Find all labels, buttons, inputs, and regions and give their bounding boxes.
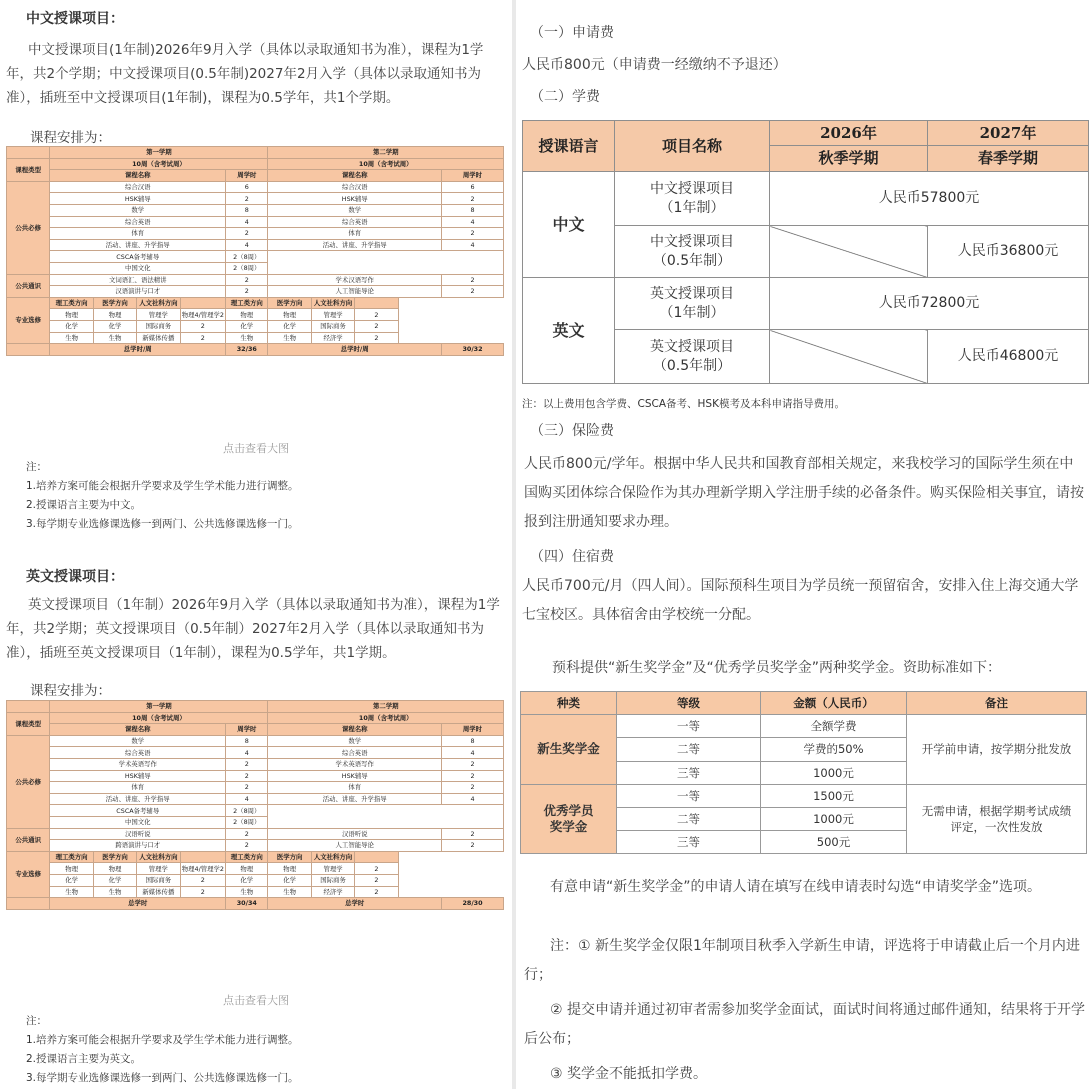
blank-cell	[7, 701, 50, 713]
category-general-education: 公共通识	[7, 828, 50, 851]
excellent-scholarship-line1: 优秀学员	[543, 803, 594, 819]
course-name: 人工智能导论	[268, 840, 442, 852]
blank-cell	[7, 344, 50, 356]
elective-cell: 2	[355, 320, 398, 332]
course-hours: 2	[226, 758, 268, 770]
course-hours: 4	[226, 793, 268, 805]
weekly-hours-header: 周学时	[226, 170, 268, 182]
direction-header: 人文社科方向	[137, 297, 180, 309]
cn-program-title: 中文授课项目：	[26, 11, 124, 27]
scholarship-table	[520, 691, 1087, 854]
direction-header: 医学方向	[93, 851, 136, 863]
program-name-line2: （1年制）	[659, 304, 725, 321]
course-name: 数学	[268, 735, 442, 747]
elective-cell: 国际商务	[137, 320, 180, 332]
course-hours: 2	[442, 758, 504, 770]
course-hours: 4	[442, 793, 504, 805]
course-hours: 8	[442, 204, 504, 216]
program-name-line2: （0.5年制）	[652, 357, 732, 374]
category-major-elective: 专业选修	[7, 297, 50, 343]
elective-cell: 管理学	[311, 863, 354, 875]
program-name-line1: 中文授课项目	[650, 233, 734, 250]
course-name: 活动、讲座、升学指导	[50, 239, 226, 251]
course-name: 综合英语	[50, 747, 226, 759]
left-column	[0, 0, 512, 1089]
scholarship-level: 一等	[617, 715, 761, 738]
course-hours: 4	[442, 216, 504, 228]
elective-cell: 生物	[226, 332, 268, 344]
total-hours-label: 总学时	[268, 898, 442, 910]
course-hours: 2	[226, 782, 268, 794]
blank-cell	[7, 147, 50, 159]
tuition-header-program: 项目名称	[615, 121, 770, 172]
course-name: 综合汉语	[50, 181, 226, 193]
elective-cell: 经济学	[311, 886, 354, 898]
note-line: 注：	[26, 461, 47, 473]
semester-1-header: 第一学期	[50, 701, 268, 713]
scholarship-header-note: 备注	[907, 692, 1087, 715]
course-hours: 2	[226, 274, 268, 286]
scholarship-note-2: ② 提交申请并通过初审者需参加奖学金面试，面试时间将通过邮件通知，结果将于开学后公布；	[524, 1002, 1085, 1047]
excellent-scholarship-note	[907, 784, 1087, 854]
direction-header: 理工类方向	[50, 851, 93, 863]
course-hours: 2	[442, 828, 504, 840]
elective-cell: 化学	[226, 874, 268, 886]
direction-header: 理工类方向	[50, 297, 93, 309]
course-hours: 6	[226, 181, 268, 193]
elective-cell: 新媒体传播	[137, 886, 180, 898]
elective-cell: 物理	[50, 863, 93, 875]
scholarship-level: 三等	[617, 831, 761, 854]
course-name: 体育	[268, 782, 442, 794]
elective-cell: 2	[180, 874, 226, 886]
cn-schedule-label: 课程安排为：	[30, 130, 111, 146]
en-program-title: 英文授课项目：	[26, 569, 124, 585]
elective-cell: 国际商务	[311, 874, 354, 886]
elective-cell: 2	[355, 863, 398, 875]
scholarship-level: 二等	[617, 738, 761, 761]
course-name-header: 课程名称	[50, 724, 226, 736]
elective-cell: 2	[355, 874, 398, 886]
elective-cell: 物理	[226, 863, 268, 875]
course-name: 体育	[50, 228, 226, 240]
elective-cell: 物理	[93, 863, 136, 875]
course-name: 学术汉语写作	[268, 274, 442, 286]
scholarship-note-1: 注：① 新生奖学金仅限1年制项目秋季入学新生申请，评选将于申请截止后一个月内进行；	[524, 938, 1080, 983]
direction-header: 医学方向	[93, 297, 136, 309]
elective-cell: 生物	[226, 886, 268, 898]
tuition-lang-english: 英文	[523, 278, 615, 384]
elective-cell: 生物	[268, 332, 311, 344]
en-view-larger-link[interactable]: 点击查看大图	[223, 994, 289, 1007]
elective-cell: 2	[355, 309, 398, 321]
weekly-hours-header: 周学时	[442, 170, 504, 182]
blank-cell	[7, 898, 50, 910]
course-name: 数学	[268, 204, 442, 216]
tuition-program-name	[615, 172, 770, 226]
tuition-heading: （二）学费	[530, 89, 600, 105]
application-fee-heading: （一）申请费	[530, 25, 614, 41]
direction-header: 医学方向	[268, 297, 311, 309]
total-hours-semester-2: 28/30	[442, 898, 504, 910]
note-line: 注：	[26, 1015, 47, 1027]
direction-header: 理工类方向	[226, 297, 268, 309]
program-name-line1: 中文授课项目	[650, 180, 734, 197]
elective-cell: 物理	[268, 309, 311, 321]
cn-course-table[interactable]	[6, 146, 504, 356]
elective-cell: 2	[355, 886, 398, 898]
accommodation-text: 人民币700元/月（四人间）。国际预科生项目为学员统一预留宿舍，安排入住上海交通大学七宝校区。具体宿舍由学校统一分配。	[522, 578, 1079, 623]
tuition-lang-chinese: 中文	[523, 172, 615, 278]
course-hours: 6	[442, 181, 504, 193]
semester-1-header: 第一学期	[50, 147, 268, 159]
course-hours: 2	[442, 274, 504, 286]
weeks-header: 10周（含考试周）	[50, 712, 268, 724]
new-student-scholarship-note: 开学前申请，按学期分批发放	[907, 715, 1087, 785]
program-name-line1: 英文授课项目	[650, 285, 734, 302]
course-hours: 8	[226, 735, 268, 747]
note-line: 2.授课语言主要为中文。	[26, 499, 142, 511]
en-table-notes	[26, 1012, 506, 1088]
insurance-heading: （三）保险费	[530, 423, 614, 439]
elective-cell: 物理4/管理学2	[181, 864, 224, 873]
tuition-fee-cell: 人民币72800元	[770, 278, 1089, 330]
tuition-fee-cell: 人民币36800元	[928, 226, 1089, 278]
weeks-header: 10周（含考试周）	[268, 712, 504, 724]
scholarship-header-amount: 金额（人民币）	[761, 692, 907, 715]
excellent-scholarship-line2: 奖学金	[549, 819, 588, 835]
weeks-header: 10周（含考试周）	[268, 158, 504, 170]
empty-cell	[268, 805, 504, 817]
category-public-required: 公共必修	[7, 735, 50, 828]
scholarship-amount: 全额学费	[761, 715, 907, 738]
en-schedule-label: 课程安排为：	[30, 683, 111, 699]
course-hours: 2	[442, 770, 504, 782]
course-name: 学术英语写作	[50, 758, 226, 770]
tuition-fee-cell: 人民币46800元	[928, 330, 1089, 384]
elective-cell: 国际商务	[137, 874, 180, 886]
empty-cell	[268, 262, 504, 274]
elective-cell: 生物	[93, 886, 136, 898]
program-name-line2: （1年制）	[659, 199, 725, 216]
course-name: CSCA备考辅导	[50, 805, 226, 817]
weekly-hours-header: 周学时	[226, 724, 268, 736]
weeks-header: 10周（含考试周）	[50, 158, 268, 170]
note-line: 3.每学期专业选修课选修一到两门、公共选修课选修一门。	[26, 1072, 299, 1084]
course-hours: 4	[226, 747, 268, 759]
direction-header: 理工类方向	[226, 851, 268, 863]
tuition-program-name	[615, 330, 770, 384]
scholarship-amount: 学费的50%	[761, 738, 907, 761]
course-hours: 2	[442, 782, 504, 794]
course-name: 学术英语写作	[268, 758, 442, 770]
course-name: 数学	[50, 204, 226, 216]
course-hours: 4	[226, 216, 268, 228]
course-hours: 2（8周）	[226, 262, 268, 274]
course-hours: 2	[442, 840, 504, 852]
category-major-elective: 专业选修	[7, 851, 50, 897]
program-name-line1: 英文授课项目	[650, 338, 734, 355]
course-hours: 2	[442, 228, 504, 240]
insurance-text: 人民币800元/学年。根据中华人民共和国教育部相关规定，来我校学习的国际学生须在中国购买团体综合保险作为其办理新学期入学注册手续的必备条件。购买保险相关事宜，请按报到注册通知要求办理。	[524, 456, 1084, 530]
elective-cell: 化学	[268, 320, 311, 332]
elective-cell: 生物	[50, 332, 93, 344]
course-name: 体育	[268, 228, 442, 240]
course-name: 中国文化	[50, 816, 226, 828]
elective-cell: 经济学	[311, 332, 354, 344]
course-hours: 2（8周）	[226, 816, 268, 828]
tuition-note: 注：以上费用包含学费、CSCA备考、HSK模考及本科申请指导费用。	[522, 398, 845, 410]
course-name: 综合英语	[268, 216, 442, 228]
empty-cell	[268, 816, 504, 828]
course-hours: 2	[226, 286, 268, 298]
course-name: HSK辅导	[50, 193, 226, 205]
course-name: 综合英语	[50, 216, 226, 228]
tuition-header-term1: 秋季学期	[770, 146, 928, 172]
course-name: HSK辅导	[268, 193, 442, 205]
direction-header: 人文社科方向	[137, 851, 180, 863]
elective-cell: 化学	[50, 320, 93, 332]
course-hours: 2	[442, 193, 504, 205]
right-column	[516, 0, 1089, 1089]
scholarship-level: 三等	[617, 761, 761, 784]
course-name: HSK辅导	[268, 770, 442, 782]
elective-cell: 国际商务	[311, 320, 354, 332]
course-hours: 2	[226, 770, 268, 782]
course-name: 中国文化	[50, 262, 226, 274]
elective-cell: 物理	[226, 309, 268, 321]
semester-2-header: 第二学期	[268, 701, 504, 713]
note-line: 2.授课语言主要为英文。	[26, 1053, 142, 1065]
direction-header: 人文社科方向	[311, 851, 354, 863]
scholarship-level: 二等	[617, 807, 761, 830]
en-course-table[interactable]	[6, 700, 504, 910]
elective-cell: 2	[180, 320, 226, 332]
scholarship-header-type: 种类	[521, 692, 617, 715]
elective-cell: 生物	[50, 886, 93, 898]
course-hours: 2（8周）	[226, 805, 268, 817]
empty-cell	[268, 251, 504, 263]
scholarship-amount: 1500元	[761, 784, 907, 807]
elective-cell: 物理	[50, 309, 93, 321]
course-name: 活动、讲座、升学指导	[50, 793, 226, 805]
scholarship-header-level: 等级	[617, 692, 761, 715]
scholarship-apply-text: 有意申请“新生奖学金”的申请人请在填写在线申请表时勾选“申请奖学金”选项。	[550, 879, 1042, 895]
elective-cell: 生物	[93, 332, 136, 344]
cn-table-notes	[26, 458, 506, 534]
course-name: 汉语听说	[50, 828, 226, 840]
total-hours-semester-1: 30/34	[226, 898, 268, 910]
course-hours: 2	[442, 286, 504, 298]
tuition-table	[522, 120, 1089, 384]
tuition-header-term2: 春季学期	[928, 146, 1089, 172]
course-name: CSCA备考辅导	[50, 251, 226, 263]
note-line: 3.每学期专业选修课选修一到两门、公共选修课选修一门。	[26, 518, 299, 530]
tuition-program-name	[615, 278, 770, 330]
course-name-header: 课程名称	[50, 170, 226, 182]
blank-cell	[355, 297, 398, 309]
scholarship-level: 一等	[617, 784, 761, 807]
total-hours-semester-2: 30/32	[442, 344, 504, 356]
course-hours: 2	[226, 828, 268, 840]
tuition-header-year1: 2026年	[770, 121, 928, 146]
tuition-program-name	[615, 226, 770, 278]
course-name-header: 课程名称	[268, 170, 442, 182]
note-line: 1.培养方案可能会根据升学要求及学生学术能力进行调整。	[26, 480, 299, 492]
course-hours: 2（8周）	[226, 251, 268, 263]
elective-cell: 2	[180, 886, 226, 898]
en-program-paragraph: 英文授课项目（1年制）2026年9月入学（具体以录取通知书为准），课程为1学年，共2学期；英文授课项目（0.5年制）2027年2月入学（具体以录取通知书为准），插班至英文授课项目（1年制），课程为0.5学年，共1学期。	[6, 597, 500, 661]
total-hours-semester-1: 32/36	[226, 344, 268, 356]
course-hours: 2	[226, 228, 268, 240]
accommodation-heading: （四）住宿费	[530, 549, 614, 565]
excellent-note-line1: 无需申请，根据学期考试成绩	[921, 804, 1072, 819]
course-name: 文词语汇、语法精讲	[50, 274, 226, 286]
elective-cell: 物理	[268, 863, 311, 875]
tuition-header-year2: 2027年	[928, 121, 1089, 146]
course-name: 跨语演讲与口才	[50, 840, 226, 852]
blank-cell	[180, 297, 226, 309]
weekly-hours-header: 周学时	[442, 724, 504, 736]
total-hours-label: 总学时/周	[50, 344, 226, 356]
excellent-student-scholarship	[521, 784, 617, 854]
cn-program-paragraph: 中文授课项目(1年制)2026年9月入学（具体以录取通知书为准），课程为1学年，共2个学期；中文授课项目(0.5年制)2027年2月入学（具体以录取通知书为准），插班至中文授课项目(1年制)，课程为0.5学年，共1个学期。	[6, 42, 484, 106]
elective-cell: 物理	[93, 309, 136, 321]
tuition-fee-cell: 人民币57800元	[770, 172, 1089, 226]
course-name: 汉语听说	[268, 828, 442, 840]
tuition-not-applicable-cell	[770, 330, 928, 384]
application-fee-text: 人民币800元（申请费一经缴纳不予退还）	[522, 57, 787, 73]
direction-header: 人文社科方向	[311, 297, 354, 309]
course-name: 汉语演讲与口才	[50, 286, 226, 298]
course-name: HSK辅导	[50, 770, 226, 782]
direction-header: 医学方向	[268, 851, 311, 863]
total-hours-label: 总学时	[50, 898, 226, 910]
tuition-header-language: 授课语言	[523, 121, 615, 172]
scholarship-amount: 1000元	[761, 761, 907, 784]
course-hours: 8	[226, 204, 268, 216]
scholarship-intro: 预科提供“新生奖学金”及“优秀学员奖学金”两种奖学金。资助标准如下：	[552, 660, 1002, 676]
elective-cell: 物理4/管理学2	[181, 310, 224, 319]
blank-cell	[355, 851, 398, 863]
course-name: 综合英语	[268, 747, 442, 759]
course-hours: 4	[442, 239, 504, 251]
course-hours: 2	[226, 193, 268, 205]
program-name-line2: （0.5年制）	[652, 252, 732, 269]
elective-cell: 2	[180, 332, 226, 344]
elective-cell: 新媒体传播	[137, 332, 180, 344]
scholarship-note-3: ③ 奖学金不能抵扣学费。	[550, 1066, 708, 1082]
blank-cell	[180, 851, 226, 863]
course-type-header: 课程类型	[7, 158, 50, 181]
course-type-header: 课程类型	[7, 712, 50, 735]
scholarship-amount: 500元	[761, 831, 907, 854]
elective-cell: 管理学	[137, 309, 180, 321]
category-public-required: 公共必修	[7, 181, 50, 274]
course-hours: 8	[442, 735, 504, 747]
elective-cell: 化学	[93, 874, 136, 886]
elective-cell: 化学	[93, 320, 136, 332]
elective-cell: 管理学	[137, 863, 180, 875]
new-student-scholarship: 新生奖学金	[521, 715, 617, 785]
elective-cell: 化学	[268, 874, 311, 886]
course-hours: 2	[226, 840, 268, 852]
cn-view-larger-link[interactable]: 点击查看大图	[223, 442, 289, 455]
course-name: 活动、讲座、升学指导	[268, 793, 442, 805]
tuition-not-applicable-cell	[770, 226, 928, 278]
scholarship-amount: 1000元	[761, 807, 907, 830]
category-general-education: 公共通识	[7, 274, 50, 297]
elective-cell: 化学	[50, 874, 93, 886]
course-name-header: 课程名称	[268, 724, 442, 736]
course-name: 数学	[50, 735, 226, 747]
elective-cell: 2	[355, 332, 398, 344]
course-name: 活动、讲座、升学指导	[268, 239, 442, 251]
course-hours: 4	[442, 747, 504, 759]
course-name: 人工智能导论	[268, 286, 442, 298]
semester-2-header: 第二学期	[268, 147, 504, 159]
elective-cell: 生物	[268, 886, 311, 898]
course-name: 综合汉语	[268, 181, 442, 193]
elective-cell: 管理学	[311, 309, 354, 321]
total-hours-label: 总学时/周	[268, 344, 442, 356]
elective-cell: 化学	[226, 320, 268, 332]
course-hours: 4	[226, 239, 268, 251]
course-name: 体育	[50, 782, 226, 794]
note-line: 1.培养方案可能会根据升学要求及学生学术能力进行调整。	[26, 1034, 299, 1046]
excellent-note-line2: 评定，一次性发放	[950, 820, 1043, 835]
